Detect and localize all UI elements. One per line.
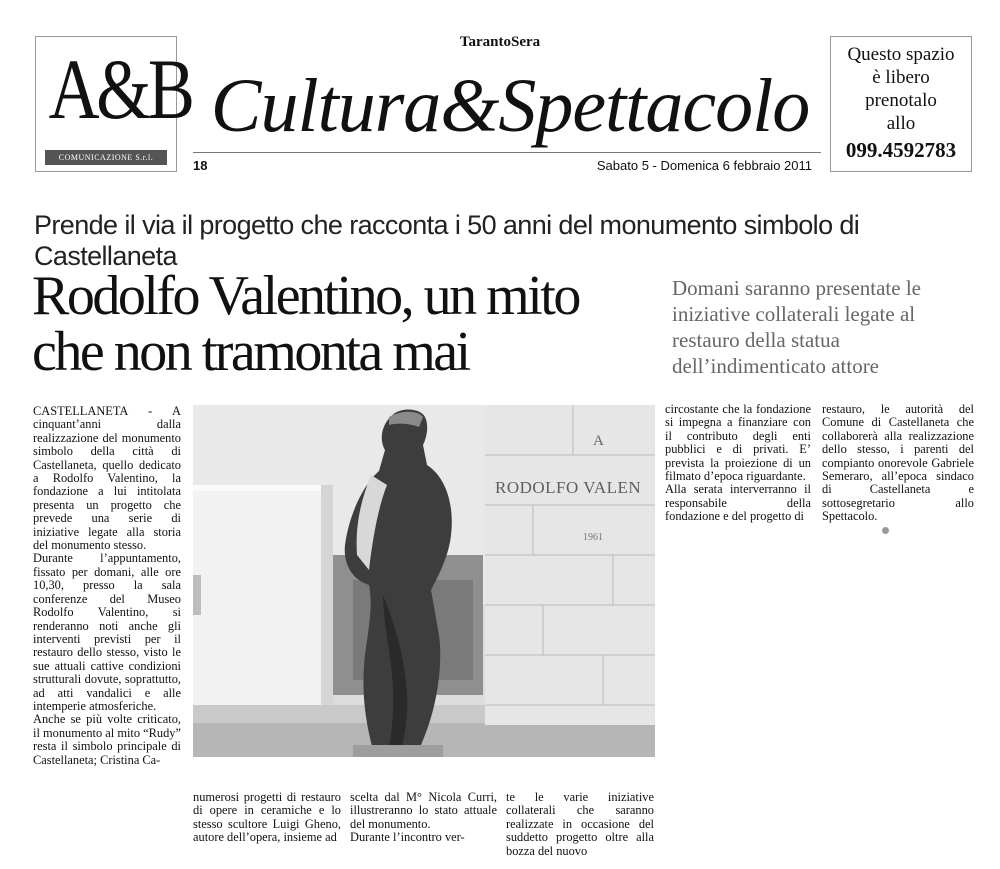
plaque-year: 1961 (583, 532, 603, 543)
ad-line: è libero (872, 67, 930, 88)
issue-date: Sabato 5 - Domenica 6 febbraio 2011 (596, 158, 812, 173)
ad-line: Questo spazio (847, 44, 955, 65)
plaque-a: A (593, 433, 604, 449)
paragraph: scelta dal M° Nicola Curri, illustreranno lo stato attuale del monumento. (350, 790, 497, 831)
article-headline (32, 265, 662, 383)
ad-line: allo (886, 113, 916, 134)
header-rule (193, 152, 821, 153)
logo-letters: A&B (48, 41, 192, 137)
paragraph: CASTELLANETA - A cinquant’anni dalla realizzazione del monumento simbolo della città di Castellaneta, quello dedicato a Rodolfo Valentino, la fondazione a lui intitolata presenta un progetto che prevede una serie di iniziative legate alla storia del monumento stesso. (33, 404, 181, 553)
end-mark-icon (882, 527, 889, 534)
paragraph: circostante che la fondazione si impegna a finanziare con il contributo degli enti pubblici e di privati. E’ prevista la proiezione di un filmato d’epoca riguardante. (665, 402, 811, 484)
paragraph: Anche se più volte criticato, il monumento al mito “Rudy” resta il simbolo principale di Castellaneta; Cristina Ca- (33, 712, 181, 767)
article-column-4: te le varie iniziative collaterali che saranno realizzate in occasione del suddetto progetto oltre alla bozza del nuovo (506, 790, 654, 858)
headline-line: che non tramonta mai (32, 321, 469, 383)
ad-phone: 099.4592783 (845, 138, 957, 162)
newspaper-name: TarantoSera (459, 34, 541, 50)
paragraph: Durante l’appuntamento, fissato per domani, alle ore 10,30, presso la sala conferenze del Museo Rodolfo Valentino, si renderanno noti anche gli interventi previsti per il restauro dello stesso, visto le sue attuali cattive condizioni strutturali dovute, soprattutto, ad atti vandalici e alle intemperie atmosferiche. (33, 551, 181, 713)
paragraph: Alla serata interverranno il responsabile della fondazione e del progetto di (665, 482, 811, 524)
logo-company: COMUNICAZIONE S.r.l. (45, 150, 167, 165)
page-number: 18 (193, 158, 208, 173)
monument-photo (193, 405, 655, 757)
article-column-3 (350, 791, 497, 845)
plaque-name: RODOLFO VALEN (495, 478, 642, 497)
article-kicker: Prende il via il progetto che racconta i 50 anni del monumento simbolo di Castellaneta (34, 210, 860, 271)
article-column-1 (33, 405, 181, 767)
ad-box (830, 36, 972, 172)
article-column-6 (822, 403, 974, 537)
ab-logo (35, 36, 192, 172)
paragraph: Durante l’incontro ver- (350, 830, 465, 845)
article-subhead: Domani saranno presentate le iniziative collaterali legate al restauro della statua dell’indimenticato attore (672, 276, 921, 378)
article-column-2: numerosi progetti di restauro di opere in ceramiche e lo stesso scultore Luigi Gheno, autore dell’opera, insieme ad (193, 790, 341, 845)
article-column-5 (665, 403, 811, 524)
section-title: Cultura&Spettacolo (210, 64, 810, 148)
paragraph: restauro, le autorità del Comune di Castellaneta che collaborerà alla realizzazione dello stesso, i parenti del compianto onorevole Gabriele Semeraro, all’epoca sindaco di Castellaneta e sottosegretario allo Spettacolo. (822, 402, 974, 524)
headline-line: Rodolfo Valentino, un mito (32, 265, 579, 327)
ad-line: prenotalo (865, 90, 937, 111)
